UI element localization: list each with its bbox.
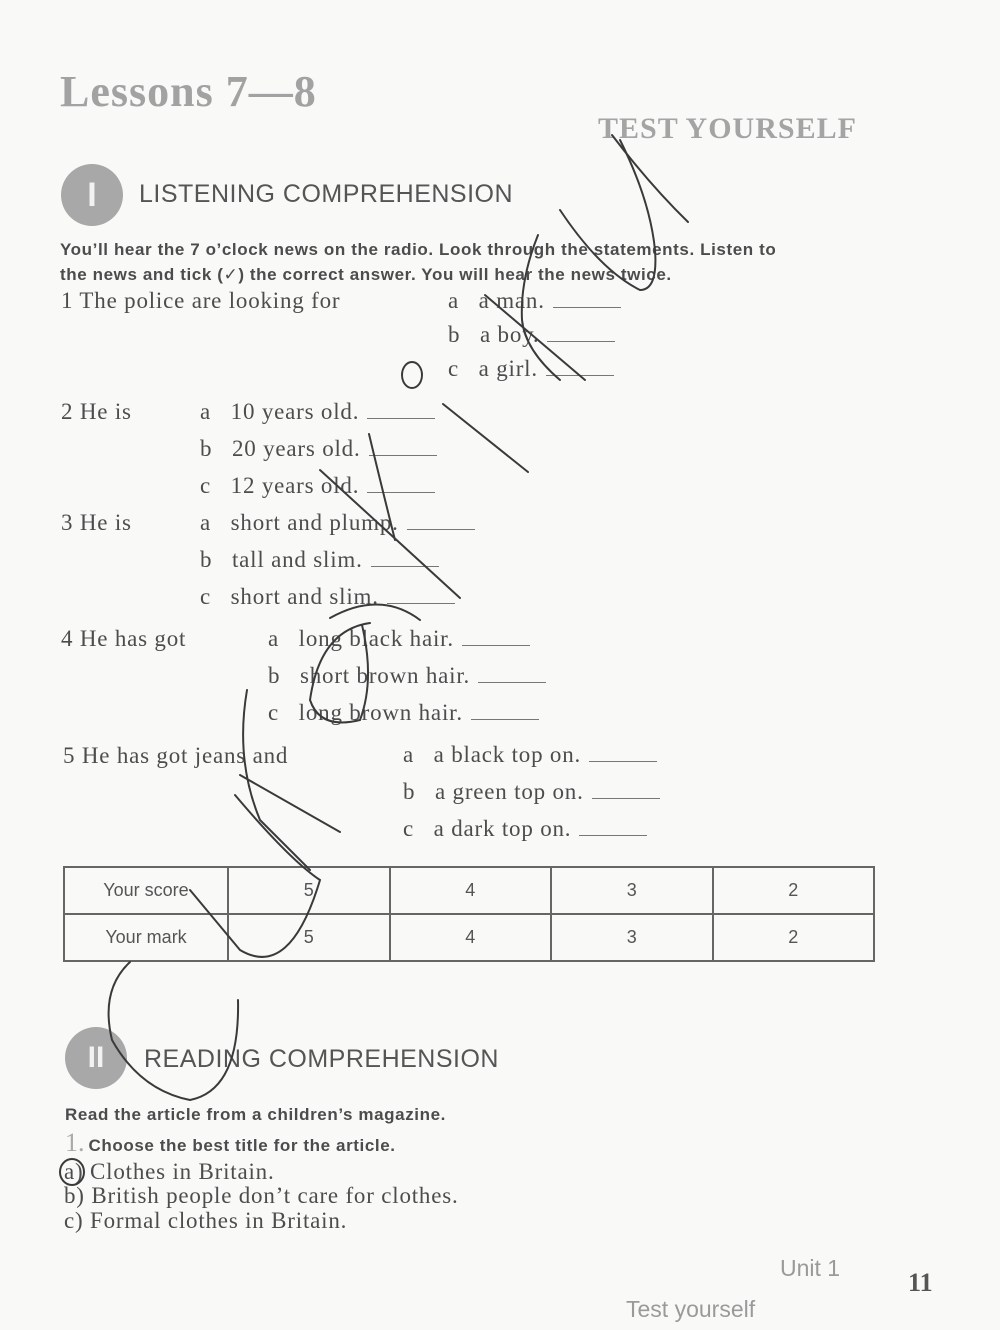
task-text: Choose the best title for the article. — [88, 1136, 396, 1155]
task-number: 1. — [65, 1128, 85, 1157]
option-text: a boy. — [479, 322, 540, 347]
section-1-title: LISTENING COMPREHENSION — [139, 180, 514, 208]
task-1 — [65, 1128, 396, 1158]
option-text: Clothes in Britain. — [90, 1159, 275, 1184]
question-4-stem: 4 He has got — [61, 626, 187, 651]
answer-blank[interactable] — [579, 834, 647, 836]
answer-blank[interactable] — [371, 565, 439, 567]
score-cell[interactable]: 3 — [551, 867, 713, 914]
option-text: 20 years old. — [231, 436, 361, 461]
table-row-score — [64, 867, 874, 914]
q5-option-b[interactable] — [403, 779, 660, 805]
option-text: short and slim. — [230, 584, 379, 609]
option-text: long black hair. — [298, 626, 454, 651]
option-text: Formal clothes in Britain. — [90, 1208, 348, 1233]
option-text: a dark top on. — [433, 816, 572, 841]
title-option-c[interactable] — [64, 1208, 347, 1234]
section-1-badge — [61, 164, 123, 226]
q2-option-c[interactable] — [200, 473, 435, 499]
q5-option-c[interactable] — [403, 816, 647, 842]
option-text: a black top on. — [433, 742, 582, 767]
option-text: a girl. — [478, 356, 538, 381]
page-number: 11 — [908, 1268, 933, 1297]
score-cell[interactable]: 5 — [228, 867, 390, 914]
option-text: 12 years old. — [230, 473, 360, 498]
q3-option-b[interactable] — [200, 547, 439, 573]
option-letter: a — [200, 399, 212, 424]
option-letter: b — [268, 663, 281, 688]
section-label: TEST YOURSELF — [598, 112, 857, 145]
mark-cell[interactable]: 5 — [228, 914, 390, 961]
option-letter: b — [448, 322, 461, 347]
option-label: a) — [64, 1159, 84, 1184]
q1-option-b[interactable] — [448, 322, 615, 348]
answer-blank[interactable] — [553, 306, 621, 308]
answer-blank[interactable] — [592, 797, 660, 799]
answer-blank[interactable] — [369, 454, 437, 456]
option-letter: c — [403, 816, 415, 841]
option-letter: c — [268, 700, 280, 725]
section-1-instruction-1: You’ll hear the 7 o’clock news on the radio. Look through the statements. Listen to — [60, 240, 777, 259]
answer-blank[interactable] — [471, 718, 539, 720]
option-text: short brown hair. — [299, 663, 471, 688]
answer-blank[interactable] — [546, 374, 614, 376]
row-label: Your score — [64, 867, 228, 914]
option-label: b) — [64, 1183, 85, 1208]
option-letter: a — [200, 510, 212, 535]
answer-blank[interactable] — [367, 417, 435, 419]
option-text: tall and slim. — [231, 547, 363, 572]
mark-cell[interactable]: 3 — [551, 914, 713, 961]
section-1-number: I — [87, 175, 97, 214]
q2-option-a[interactable] — [200, 399, 435, 425]
question-5-stem: 5 He has got jeans and — [63, 743, 289, 768]
q1-option-a[interactable] — [448, 288, 621, 314]
title-option-a[interactable] — [64, 1159, 275, 1185]
footer-section: Test yourself — [626, 1296, 756, 1322]
answer-blank[interactable] — [387, 602, 455, 604]
option-letter: b — [200, 547, 213, 572]
question-1-stem: 1 The police are looking for — [61, 288, 341, 313]
row-label: Your mark — [64, 914, 228, 961]
section-2-title: READING COMPREHENSION — [144, 1045, 499, 1073]
answer-blank[interactable] — [407, 528, 475, 530]
mark-cell[interactable]: 4 — [390, 914, 552, 961]
option-text: short and plump. — [230, 510, 399, 535]
q4-option-a[interactable] — [268, 626, 530, 652]
q4-option-c[interactable] — [268, 700, 539, 726]
option-letter: b — [403, 779, 416, 804]
option-text: British people don’t care for clothes. — [91, 1183, 459, 1208]
answer-blank[interactable] — [367, 491, 435, 493]
option-text: long brown hair. — [298, 700, 463, 725]
q2-option-b[interactable] — [200, 436, 437, 462]
option-letter: a — [448, 288, 460, 313]
score-cell[interactable]: 4 — [390, 867, 552, 914]
answer-blank[interactable] — [547, 340, 615, 342]
option-letter: c — [200, 584, 212, 609]
question-3-stem: 3 He is — [61, 510, 132, 535]
option-text: a green top on. — [434, 779, 584, 804]
section-2-instruction: Read the article from a children’s magazine. — [65, 1105, 446, 1124]
score-cell[interactable]: 2 — [713, 867, 875, 914]
option-letter: a — [403, 742, 415, 767]
section-2-badge — [65, 1027, 127, 1089]
answer-blank[interactable] — [478, 681, 546, 683]
section-2-number: II — [87, 1041, 105, 1074]
option-letter: a — [268, 626, 280, 651]
score-table — [63, 866, 875, 962]
title-option-b[interactable] — [64, 1183, 459, 1209]
option-letter: c — [448, 356, 460, 381]
option-text: a man. — [478, 288, 545, 313]
q3-option-a[interactable] — [200, 510, 475, 536]
option-text: 10 years old. — [230, 399, 360, 424]
footer-unit: Unit 1 — [780, 1255, 841, 1281]
q4-option-b[interactable] — [268, 663, 546, 689]
lesson-title: Lessons 7—8 — [60, 67, 317, 116]
q3-option-c[interactable] — [200, 584, 455, 610]
option-letter: b — [200, 436, 213, 461]
question-2-stem: 2 He is — [61, 399, 132, 424]
option-label: c) — [64, 1208, 84, 1233]
answer-blank[interactable] — [589, 760, 657, 762]
table-row-mark — [64, 914, 874, 961]
q1-option-c[interactable] — [448, 356, 614, 382]
section-1-instruction-2: the news and tick (✓) the correct answer. You will hear the news twice. — [60, 265, 672, 284]
mark-cell[interactable]: 2 — [713, 914, 875, 961]
option-letter: c — [200, 473, 212, 498]
q5-option-a[interactable] — [403, 742, 657, 768]
answer-blank[interactable] — [462, 644, 530, 646]
